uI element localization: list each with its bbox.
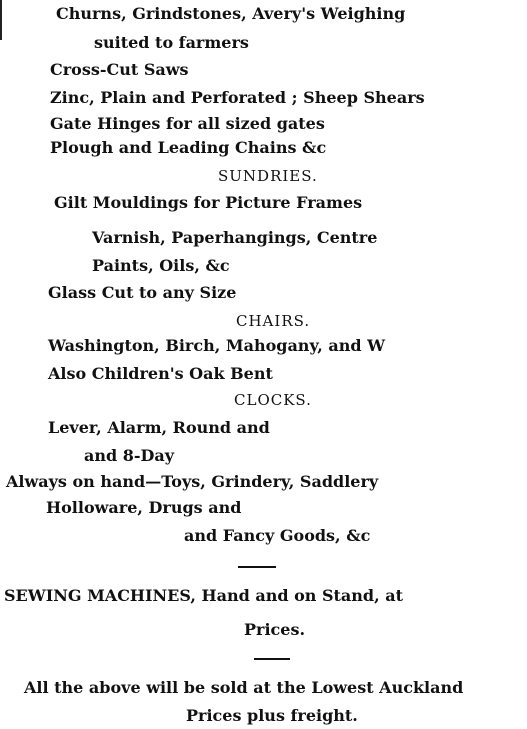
line-plough-chains: Plough and Leading Chains &c [50,138,327,157]
line-childrens-oak: Also Children's Oak Bent [48,364,273,383]
line-zinc: Zinc, Plain and Perforated ; Sheep Shears [50,88,425,107]
line-churns: Churns, Grindstones, Avery's Weighing [56,4,406,23]
line-paints-oils: Paints, Oils, &c [92,256,230,275]
heading-chairs: CHAIRS. [236,312,311,330]
line-gilt-mouldings: Gilt Mouldings for Picture Frames [54,193,363,212]
line-always-on-hand: Always on hand—Toys, Grindery, Saddlery [6,472,379,491]
line-prices: Prices. [244,620,306,639]
line-holloware: Holloware, Drugs and [46,498,242,517]
line-varnish: Varnish, Paperhangings, Centre [92,228,378,247]
line-glass-cut: Glass Cut to any Size [48,283,237,302]
line-fancy-goods: and Fancy Goods, &c [184,526,371,545]
heading-clocks: CLOCKS. [234,391,312,409]
line-suited-to-farmers: suited to farmers [94,33,249,52]
line-sewing-machines: SEWING MACHINES, Hand and on Stand, at [4,586,404,605]
heading-sundries: SUNDRIES. [218,167,318,185]
left-edge-mark [0,0,2,40]
divider-rule [254,658,290,660]
line-eight-day: and 8-Day [84,446,175,465]
line-cross-cut-saws: Cross-Cut Saws [50,60,189,79]
line-prices-plus-freight: Prices plus freight. [186,706,358,725]
line-all-the-above: All the above will be sold at the Lowest Auckland [24,678,464,697]
line-lever-alarm: Lever, Alarm, Round and [48,418,270,437]
divider-rule [238,566,276,568]
line-gate-hinges: Gate Hinges for all sized gates [50,114,325,133]
line-washington-birch: Washington, Birch, Mahogany, and W [48,336,386,355]
